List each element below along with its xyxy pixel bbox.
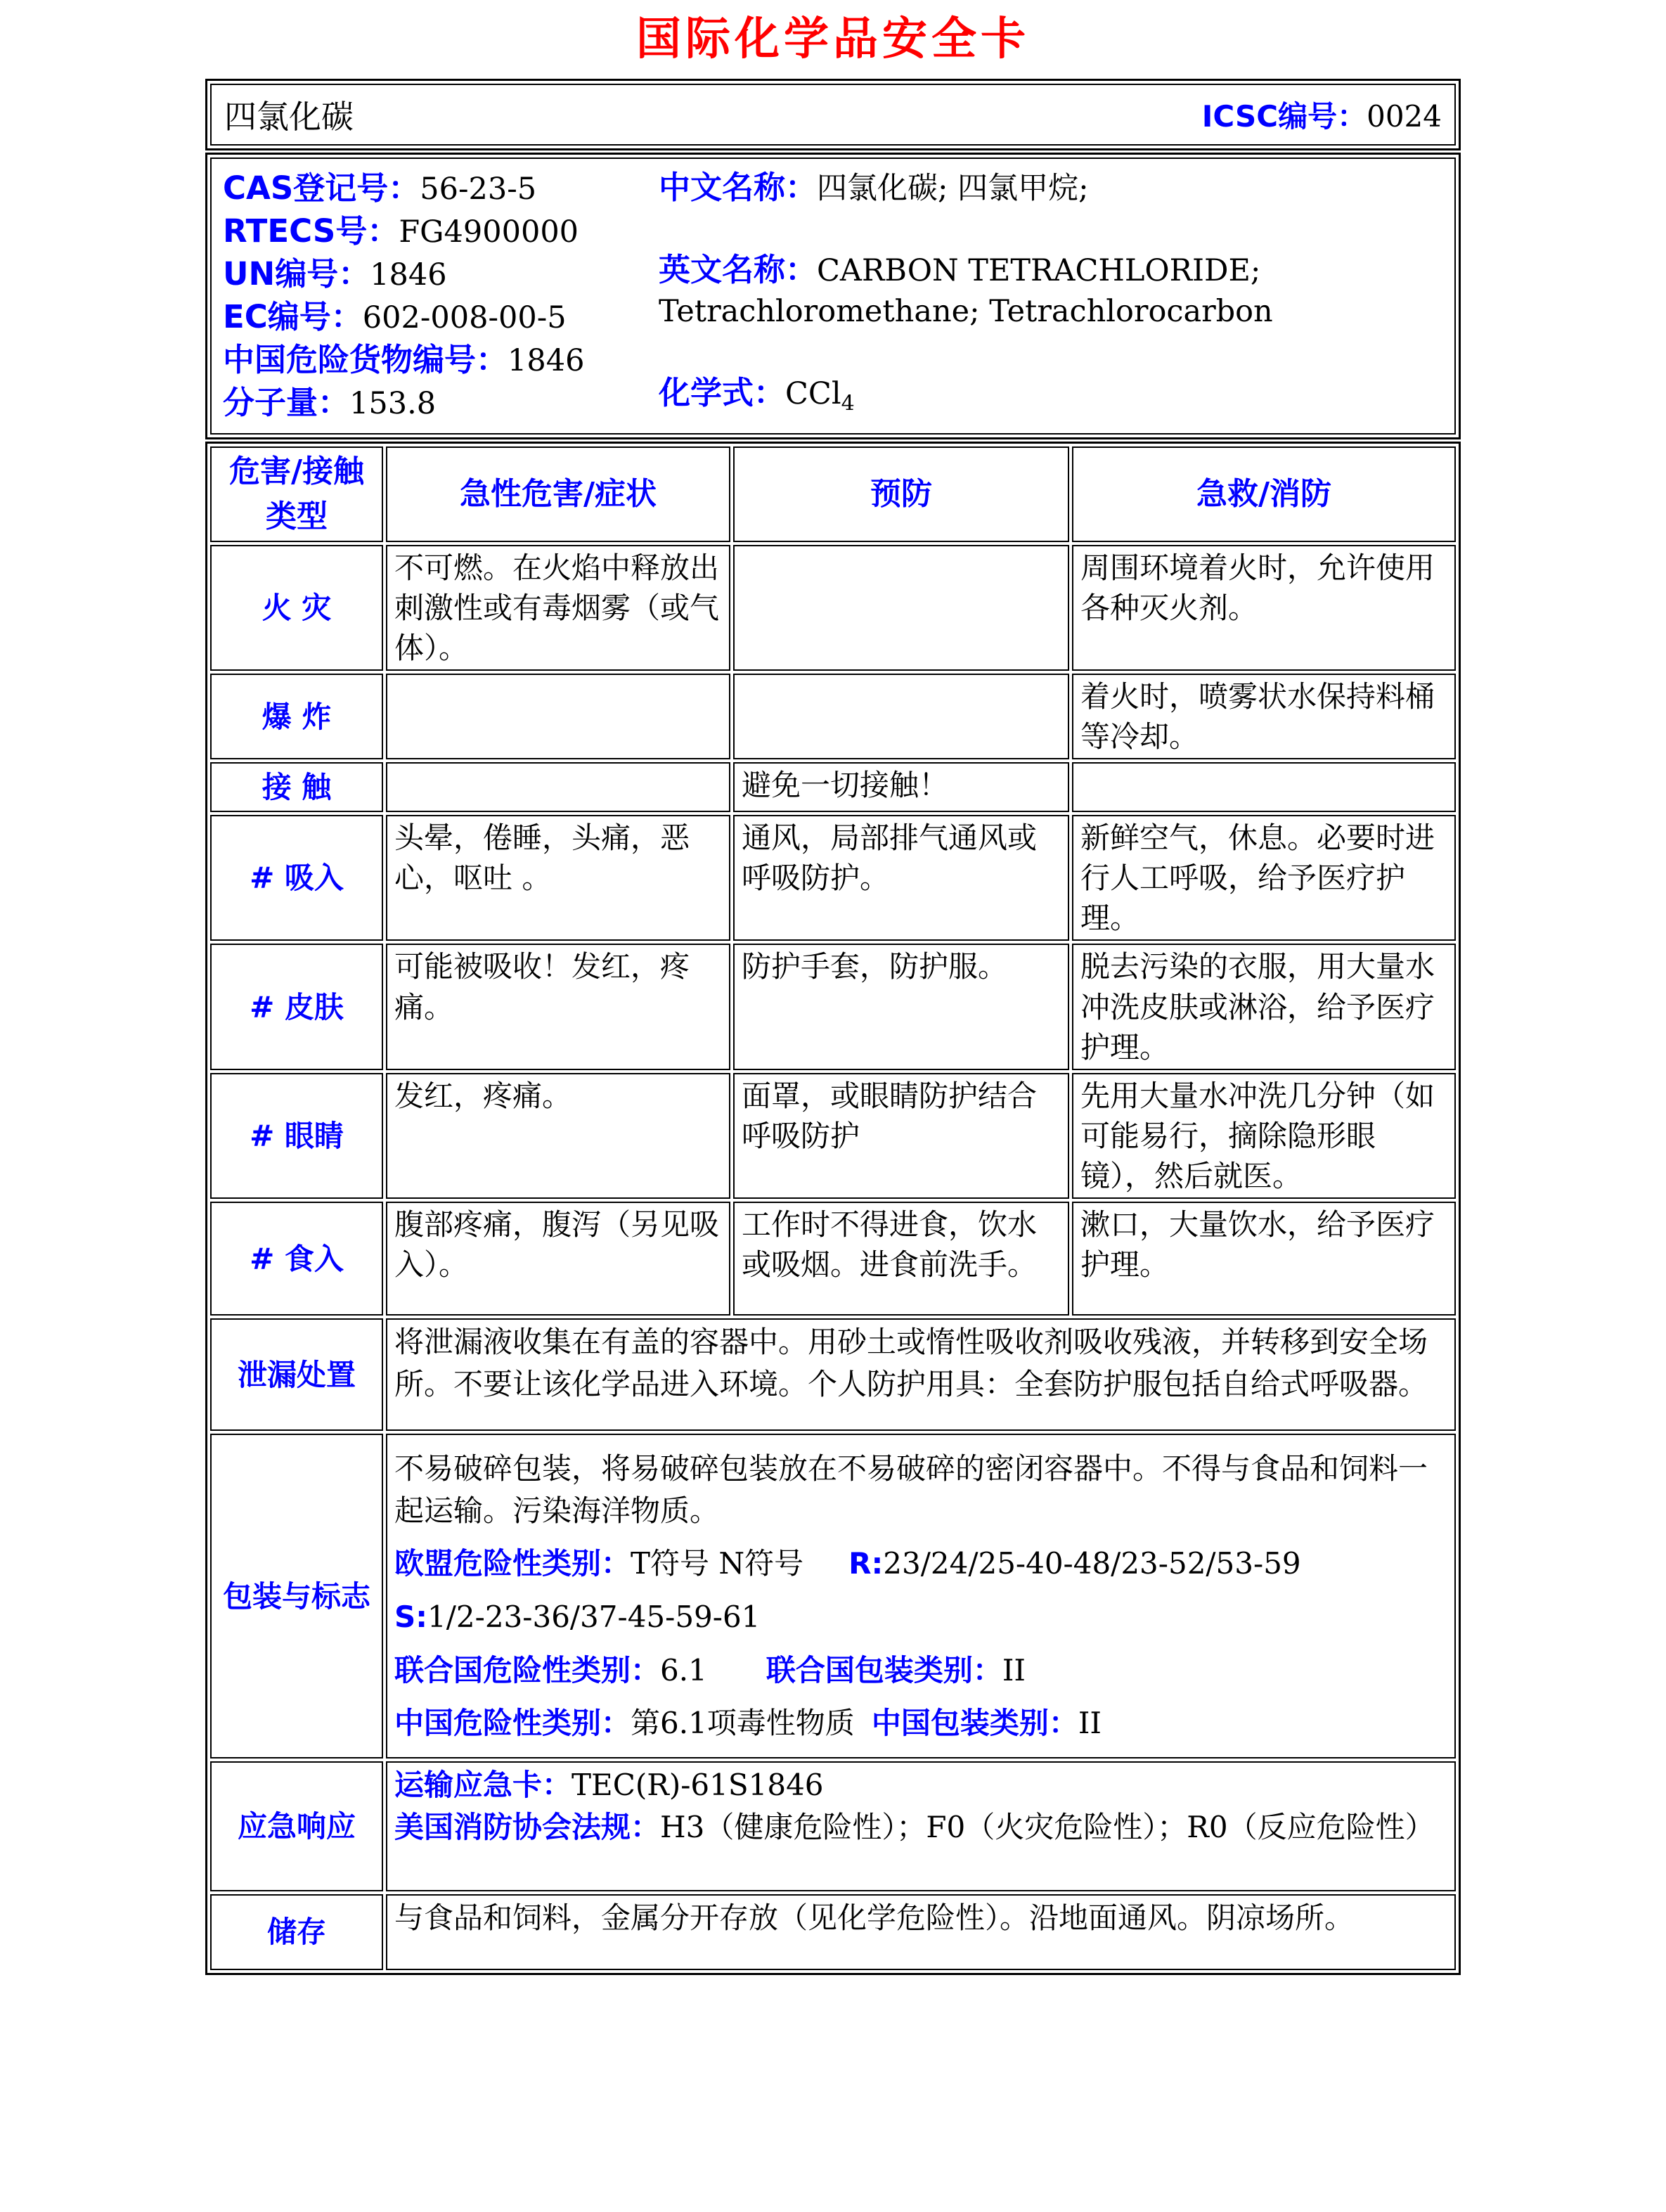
row-explosion-symptoms [386, 674, 730, 759]
row-explosion [210, 674, 1456, 759]
formula-label: 化学式： [659, 374, 786, 412]
un-label: UN编号： [223, 255, 370, 292]
identification-section [205, 153, 1461, 439]
col-header-response: 急救/消防 [1072, 446, 1456, 542]
row-eyes-response: 先用大量水冲洗几分钟（如可能易行，摘除隐形眼镜），然后就医。 [1072, 1073, 1456, 1199]
row-fire-symptoms: 不可燃。在火焰中释放出刺激性或有毒烟雾（或气体）。 [386, 545, 730, 671]
col-header-hazard-type-line2: 类型 [266, 498, 328, 534]
cn-class-label: 中国危险性类别： [394, 1706, 631, 1741]
col-header-symptoms: 急性危害/症状 [386, 446, 730, 542]
ec-label: EC编号： [223, 298, 363, 335]
page-title: 国际化学品安全卡 [636, 13, 1030, 65]
english-name-value: CARBON TETRACHLORIDE; Tetrachloromethane; Tetrachlorocarbon [659, 253, 1273, 330]
identification-right-column [659, 167, 1443, 425]
nfpa-value: H3（健康危险性）；F0（火灾危险性）；R0（反应危险性） [660, 1809, 1435, 1844]
row-inhalation-prevention: 通风，局部排气通风或呼吸防护。 [733, 815, 1069, 941]
cn-pack-value: II [1078, 1706, 1102, 1741]
row-explosion-prevention [733, 674, 1069, 759]
row-fire-response: 周围环境着火时，允许使用各种灭火剂。 [1072, 545, 1456, 671]
r-phrase-value: 23/24/25-40-48/23-52/53-59 [883, 1546, 1301, 1581]
row-skin-symptoms: 可能被吸收！发红，疼痛。 [386, 944, 730, 1069]
tec-card-label: 运输应急卡： [394, 1767, 572, 1802]
col-header-prevention: 预防 [733, 446, 1069, 542]
row-spill-label: 泄漏处置 [210, 1318, 383, 1431]
row-eyes-prevention: 面罩，或眼睛防护结合呼吸防护 [733, 1073, 1069, 1199]
icsc-label: ICSC编号： [1201, 99, 1367, 134]
english-name-line [659, 250, 1443, 332]
tec-card-value: TEC(R)-61S1846 [572, 1767, 824, 1802]
tec-card-line [394, 1764, 1447, 1806]
row-eyes [210, 1073, 1456, 1199]
icsc-number [1202, 94, 1442, 136]
row-storage-text: 与食品和饲料，金属分开存放（见化学危险性）。沿地面通风。阴凉场所。 [386, 1894, 1456, 1970]
s-phrase-label: S: [394, 1600, 428, 1634]
row-emergency-response [210, 1761, 1456, 1891]
r-phrase-label: R: [848, 1546, 884, 1581]
chinese-name-value: 四氯化碳; 四氯甲烷; [817, 171, 1089, 206]
chinese-name-line [659, 167, 1443, 209]
un-pack-value: II [1002, 1652, 1026, 1687]
row-fire [210, 545, 1456, 671]
row-explosion-response: 着火时，喷雾状水保持料桶等冷却。 [1072, 674, 1456, 759]
row-storage [210, 1894, 1456, 1970]
row-contact-label: 接 触 [210, 762, 383, 812]
row-eyes-symptoms: 发红，疼痛。 [386, 1073, 730, 1199]
row-contact-symptoms [386, 762, 730, 812]
cas-number-line [223, 167, 659, 210]
china-dg-value: 1846 [508, 343, 585, 378]
china-dg-number-line [223, 339, 659, 382]
row-contact-response [1072, 762, 1456, 812]
eu-class-value: T符号 N符号 [631, 1546, 804, 1581]
english-name-label: 英文名称： [659, 251, 818, 289]
row-packaging-content [386, 1434, 1456, 1758]
cn-class-value: 第6.1项毒性物质 [631, 1706, 855, 1741]
row-storage-label: 储存 [210, 1894, 383, 1970]
row-skin-label: # 皮肤 [210, 944, 383, 1069]
row-packaging [210, 1434, 1456, 1758]
identification-row [210, 157, 1456, 435]
ec-value: 602-008-00-5 [362, 300, 567, 335]
s-phrase-value: 1/2-23-36/37-45-59-61 [427, 1600, 761, 1634]
un-number-line [223, 253, 659, 296]
formula-value: CCl [785, 376, 841, 412]
row-inhalation-symptoms: 头晕，倦睡，头痛，恶心，呕吐 。 [386, 815, 730, 941]
ec-number-line [223, 296, 659, 339]
eu-classification-line [394, 1543, 1447, 1585]
row-ingestion-prevention: 工作时不得进食，饮水或吸烟。进食前洗手。 [733, 1202, 1069, 1316]
nfpa-label: 美国消防协会法规： [394, 1809, 661, 1844]
row-packaging-label: 包装与标志 [210, 1434, 383, 1758]
un-classification-line [394, 1650, 1447, 1692]
row-spill-disposal [210, 1318, 1456, 1431]
row-skin [210, 944, 1456, 1069]
icsc-value: 0024 [1367, 99, 1442, 134]
row-explosion-label: 爆 炸 [210, 674, 383, 759]
china-dg-label: 中国危险货物编号： [223, 341, 508, 378]
row-contact [210, 762, 1456, 812]
row-skin-response: 脱去污染的衣服，用大量水冲洗皮肤或淋浴，给予医疗护理。 [1072, 944, 1456, 1069]
row-spill-text: 将泄漏液收集在有盖的容器中。用砂土或惰性吸收剂吸收残液，并转移到安全场所。不要让该化学品进入环境。个人防护用具：全套防护服包括自给式呼吸器。 [386, 1318, 1456, 1431]
rtecs-number-line [223, 210, 659, 253]
s-phrase-line [394, 1596, 1447, 1638]
header-row [210, 84, 1456, 146]
header-section [205, 79, 1461, 150]
row-ingestion-symptoms: 腹部疼痛，腹泻（另见吸入）。 [386, 1202, 730, 1316]
col-header-hazard-type [210, 446, 383, 542]
molecular-weight-label: 分子量： [223, 384, 350, 421]
identification-left-column [223, 167, 659, 425]
hazard-table [205, 442, 1461, 1975]
row-ingestion-response: 漱口，大量饮水，给予医疗护理。 [1072, 1202, 1456, 1316]
formula-subscript: 4 [841, 392, 855, 416]
row-ingestion [210, 1202, 1456, 1316]
col-header-hazard-type-line1: 危害/接触 [228, 454, 365, 489]
un-class-value: 6.1 [660, 1652, 707, 1687]
row-emergency-content [386, 1761, 1456, 1891]
row-ingestion-label: # 食入 [210, 1202, 383, 1316]
nfpa-line [394, 1806, 1447, 1848]
rtecs-label: RTECS号： [223, 212, 399, 250]
row-eyes-label: # 眼睛 [210, 1073, 383, 1199]
un-pack-label: 联合国包装类别： [766, 1652, 1002, 1687]
un-value: 1846 [370, 257, 447, 292]
china-classification-line [394, 1702, 1447, 1744]
rtecs-value: FG4900000 [399, 214, 579, 250]
eu-class-label: 欧盟危险性类别： [394, 1546, 631, 1581]
chinese-name-label: 中文名称： [659, 169, 818, 206]
cas-label: CAS登记号： [223, 169, 420, 207]
packaging-intro: 不易破碎包装，将易破碎包装放在不易破碎的密闭容器中。不得与食品和饲料一起运输。污染海洋物质。 [394, 1451, 1428, 1528]
cas-value: 56-23-5 [420, 172, 537, 207]
row-emergency-label: 应急响应 [210, 1761, 383, 1891]
row-fire-prevention [733, 545, 1069, 671]
molecular-weight-value: 153.8 [349, 386, 437, 421]
substance-name: 四氯化碳 [224, 98, 354, 136]
row-inhalation-response: 新鲜空气，休息。必要时进行人工呼吸，给予医疗护理。 [1072, 815, 1456, 941]
safety-card [205, 79, 1461, 1975]
row-fire-label: 火 灾 [210, 545, 383, 671]
un-class-label: 联合国危险性类别： [394, 1652, 661, 1687]
hazard-header-row [210, 446, 1456, 542]
row-inhalation [210, 815, 1456, 941]
molecular-weight-line [223, 382, 659, 425]
row-skin-prevention: 防护手套，防护服。 [733, 944, 1069, 1069]
cn-pack-label: 中国包装类别： [871, 1706, 1078, 1741]
row-contact-prevention: 避免一切接触！ [733, 762, 1069, 812]
row-inhalation-label: # 吸入 [210, 815, 383, 941]
formula-line [659, 373, 1443, 425]
